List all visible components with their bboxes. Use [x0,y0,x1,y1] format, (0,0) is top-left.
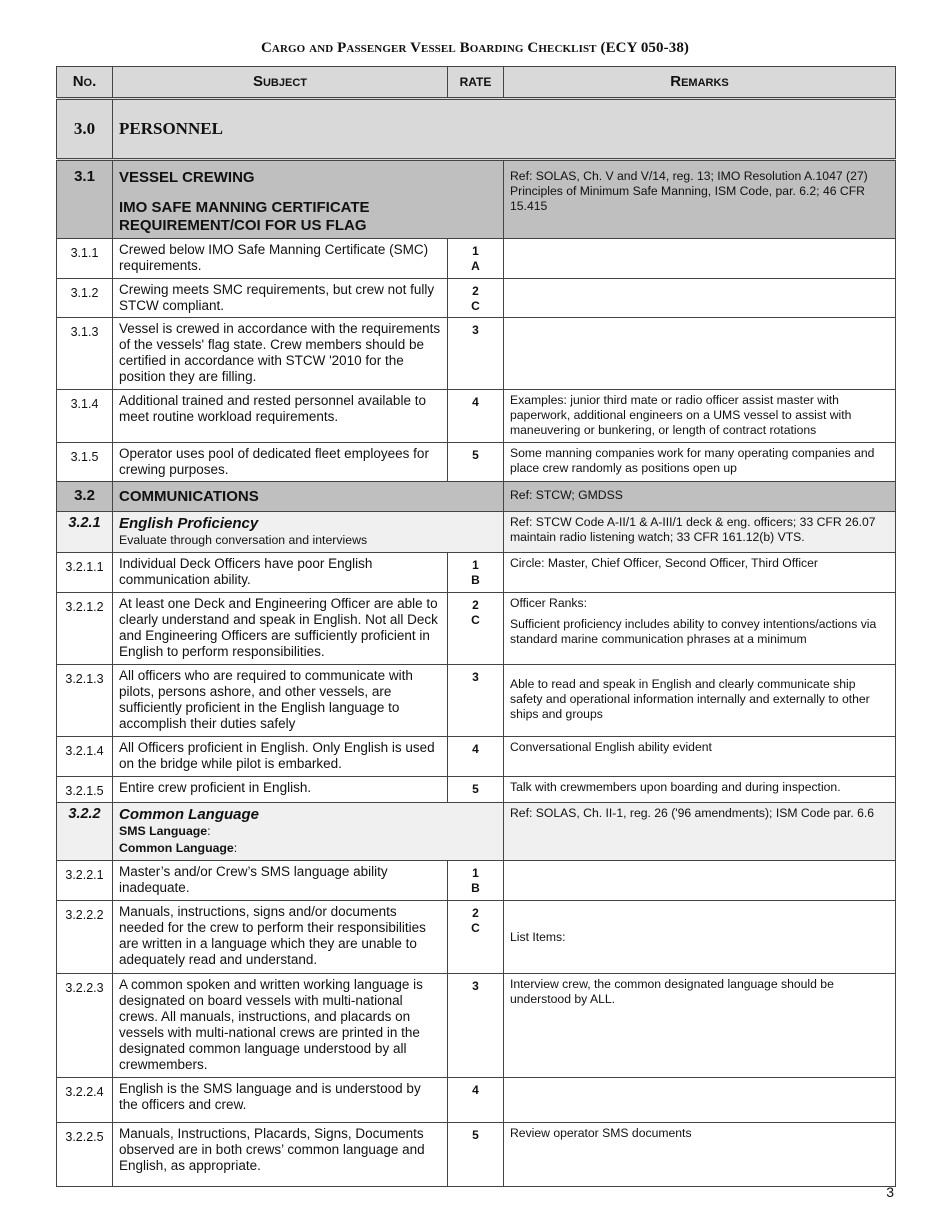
rate-value: 5 [472,782,479,796]
item-subject: Entire crew proficient in English. [113,777,448,803]
item-subject: Crewed below IMO Safe Manning Certificate (SMC) requirements. [113,239,448,279]
subsection-title-line1: VESSEL CREWING [119,169,255,186]
sub-subsection-note: Evaluate through conversation and interviews [119,533,368,547]
item-number: 3.2.2.5 [57,1123,113,1187]
common-language-label [119,840,497,857]
subsection-row [57,160,896,239]
item-subject: Crewing meets SMC requirements, but crew not fully STCW compliant. [113,279,448,318]
section-row [57,99,896,160]
table-row [57,318,896,390]
item-number: 3.1.1 [57,239,113,279]
item-subject: All Officers proficient in English. Only English is used on the bridge while pilot is embarked. [113,737,448,777]
item-number: 3.2.2.2 [57,901,113,974]
item-remarks: Circle: Master, Chief Officer, Second Officer, Third Officer [504,553,896,593]
rate-value: 4 [472,1083,479,1097]
rate-value: 2 [472,598,479,612]
rate-value: 5 [472,1128,479,1142]
rate-code: C [471,921,480,935]
item-subject: All officers who are required to communicate with pilots, persons ashore, and other vessels, are sufficiently proficient in the English language to accomplish their duties safely [113,665,448,737]
header-rate: RATE [448,67,504,99]
remarks-proficiency-note: Sufficient proficiency includes ability to convey intentions/actions via standard marine communication phrases at a minimum [510,617,877,646]
item-remarks: Some manning companies work for many operating companies and place crew randomly as positions open up [504,443,896,482]
item-rate [448,901,504,974]
item-remarks: List Items: [504,901,896,974]
header-no: No. [57,67,113,99]
sub-subsection-heading: English Proficiency [119,515,259,532]
subsection-reference: Ref: SOLAS, Ch. V and V/14, reg. 13; IMO Resolution A.1047 (27) Principles of Minimum Safe Manning, ISM Code, par. 6.2; 46 CFR 15.415 [504,160,896,239]
rate-value: 4 [472,395,479,409]
common-language-text: Common Language [119,841,234,855]
rate-code: C [471,299,480,313]
rate-value: 3 [472,979,479,993]
table-row [57,239,896,279]
sub-subsection-title [113,512,504,553]
subsection-number: 3.1 [57,160,113,239]
table-row [57,553,896,593]
item-number: 3.2.2.3 [57,974,113,1078]
table-row [57,901,896,974]
item-subject: At least one Deck and Engineering Officer are able to clearly understand and speak in English. Not all Deck and Engineering Officers are sufficiently proficient in English to perform responsibilities. [113,593,448,665]
item-remarks [504,861,896,901]
table-row [57,390,896,443]
header-remarks: Remarks [504,67,896,99]
item-subject: Individual Deck Officers have poor English communication ability. [113,553,448,593]
item-rate [448,593,504,665]
item-remarks: Interview crew, the common designated language should be understood by ALL. [504,974,896,1078]
table-row [57,737,896,777]
item-subject: Manuals, Instructions, Placards, Signs, Documents observed are in both crews’ common language and English, as appropriate. [113,1123,448,1187]
sms-language-colon: : [207,824,211,838]
subsection-reference: Ref: STCW; GMDSS [504,482,896,512]
item-rate [448,390,504,443]
table-row [57,443,896,482]
item-number: 3.2.2.4 [57,1078,113,1123]
subsection-title-line2: IMO SAFE MANNING CERTIFICATE REQUIREMENT/COI FOR US FLAG [119,199,370,234]
item-subject: Additional trained and rested personnel available to meet routine workload requirements. [113,390,448,443]
rate-value: 2 [472,906,479,920]
sms-language-text: SMS Language [119,824,208,838]
item-subject: Manuals, instructions, signs and/or documents needed for the crew to perform their responsibilities are written in a language which they are unable to adequately read and understand. [113,901,448,974]
item-number: 3.1.5 [57,443,113,482]
rate-code: C [471,613,480,627]
subsection-number: 3.2 [57,482,113,512]
rate-value: 4 [472,742,479,756]
rate-value: 3 [472,323,479,337]
sub-subsection-reference: Ref: STCW Code A-II/1 & A-III/1 deck & eng. officers; 33 CFR 26.07 maintain radio listening watch; 33 CFR 161.12(b) VTS. [504,512,896,553]
item-rate [448,777,504,803]
item-remarks: Review operator SMS documents [504,1123,896,1187]
item-number: 3.2.1.1 [57,553,113,593]
item-rate [448,443,504,482]
item-remarks: Talk with crewmembers upon boarding and during inspection. [504,777,896,803]
sub-subsection-row [57,512,896,553]
item-remarks [504,593,896,665]
subsection-title [113,160,504,239]
item-number: 3.2.2.1 [57,861,113,901]
item-number: 3.1.2 [57,279,113,318]
rate-value: 3 [472,670,479,684]
remarks-officer-ranks: Officer Ranks: [510,596,587,610]
item-subject: English is the SMS language and is understood by the officers and crew. [113,1078,448,1123]
checklist-table [56,66,896,1187]
item-remarks [504,1078,896,1123]
table-row [57,1078,896,1123]
item-rate [448,1123,504,1187]
section-number: 3.0 [57,99,113,160]
item-subject: A common spoken and written working language is designated on board vessels with multi-national crews. All manuals, instructions, and placards on vessels with multi-national crews are printed in the designated common language understood by all crewmembers. [113,974,448,1078]
table-row [57,665,896,737]
item-remarks [504,318,896,390]
table-row [57,593,896,665]
item-rate [448,737,504,777]
item-number: 3.2.1.2 [57,593,113,665]
subsection-row [57,482,896,512]
table-row [57,861,896,901]
document-title: Cargo and Passenger Vessel Boarding Checklist (ECY 050-38) [260,40,690,56]
item-rate [448,553,504,593]
section-title: PERSONNEL [113,99,896,160]
rate-value: 1 [472,244,479,258]
item-number: 3.2.1.5 [57,777,113,803]
item-rate [448,318,504,390]
table-row [57,974,896,1078]
item-remarks: Examples: junior third mate or radio officer assist master with paperwork, additional engineers on a UMS vessel to assist with maneuvering or bunkering, or length of contract rotations [504,390,896,443]
sub-subsection-number: 3.2.1 [57,512,113,553]
item-subject: Master’s and/or Crew’s SMS language ability inadequate. [113,861,448,901]
item-number: 3.1.4 [57,390,113,443]
table-row [57,777,896,803]
page-number: 3 [886,1184,894,1200]
sub-subsection-reference: Ref: SOLAS, Ch. II-1, reg. 26 ('96 amendments); ISM Code par. 6.6 [504,803,896,861]
sms-language-label [119,823,497,840]
item-remarks [504,279,896,318]
table-row [57,279,896,318]
item-subject: Operator uses pool of dedicated fleet employees for crewing purposes. [113,443,448,482]
sub-subsection-title [113,803,504,861]
item-remarks: Conversational English ability evident [504,737,896,777]
item-rate [448,1078,504,1123]
rate-value: 1 [472,866,479,880]
item-number: 3.2.1.3 [57,665,113,737]
item-rate [448,279,504,318]
item-rate [448,239,504,279]
rate-code: A [471,259,480,273]
common-language-colon: : [233,841,238,855]
item-rate [448,665,504,737]
item-rate [448,974,504,1078]
table-row [57,1123,896,1187]
item-rate [448,861,504,901]
item-number: 3.2.1.4 [57,737,113,777]
header-subject: Subject [113,67,448,99]
table-header-row [57,67,896,99]
rate-code: B [471,573,480,587]
rate-value: 2 [472,284,479,298]
sub-subsection-row [57,803,896,861]
sub-subsection-number: 3.2.2 [57,803,113,861]
rate-value: 5 [472,448,479,462]
subsection-title: COMMUNICATIONS [113,482,504,512]
item-number: 3.1.3 [57,318,113,390]
item-subject: Vessel is crewed in accordance with the requirements of the vessels' flag state. Crew members should be certified in accordance with STCW '2010 for the position they are filling. [113,318,448,390]
sub-subsection-heading: Common Language [119,806,260,823]
rate-value: 1 [472,558,479,572]
rate-code: B [471,881,480,895]
item-remarks [504,239,896,279]
item-remarks: Able to read and speak in English and clearly communicate ship safety and operational information internally and externally to other ships and groups [504,665,896,737]
